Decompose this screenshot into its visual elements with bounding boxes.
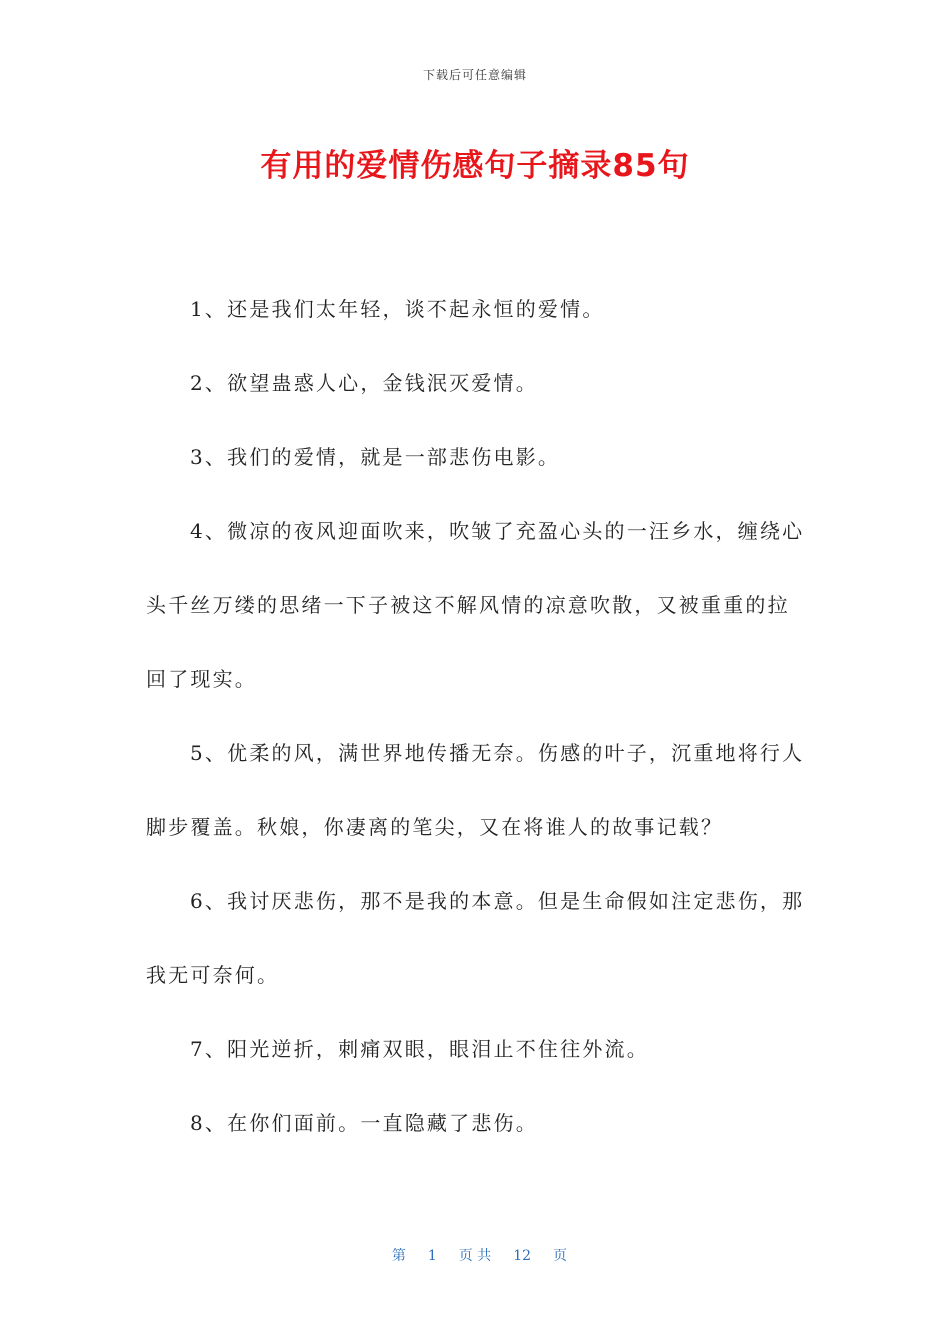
paragraph-5: 5、优柔的风，满世界地传播无奈。伤感的叶子，沉重地将行人脚步覆盖。秋娘，你凄离的笔尖，又在将谁人的故事记载？ [146,741,805,839]
footer-current-page: 1 [427,1248,437,1264]
footer-page-mid: 页 共 [458,1248,492,1264]
paragraph-4: 4、微凉的夜风迎面吹来，吹皱了充盈心头的一汪乡水，缠绕心头千丝万缕的思绪一下子被这不解风情的凉意吹散，又被重重的拉回了现实。 [146,519,805,691]
page-footer [0,1229,950,1265]
footer-total-pages: 12 [513,1248,532,1264]
document-title: 有用的爱情伤感句子摘录85句 [260,148,690,184]
paragraph-8: 8、在你们面前。一直隐藏了悲伤。 [190,1111,538,1135]
paragraph-7: 7、阳光逆折，刺痛双眼，眼泪止不住往外流。 [190,1037,649,1061]
document-body [146,272,808,1160]
header-note: 下载后可任意编辑 [422,68,527,82]
paragraph-2: 2、欲望蛊惑人心，金钱泯灭爱情。 [190,371,538,395]
paragraph-1: 1、还是我们太年轻，谈不起永恒的爱情。 [190,297,605,321]
footer-page-suffix: 页 [553,1248,568,1264]
paragraph-3: 3、我们的爱情，就是一部悲伤电影。 [190,445,561,469]
footer-page-prefix: 第 [391,1248,406,1264]
paragraph-6: 6、我讨厌悲伤，那不是我的本意。但是生命假如注定悲伤，那我无可奈何。 [146,889,805,987]
